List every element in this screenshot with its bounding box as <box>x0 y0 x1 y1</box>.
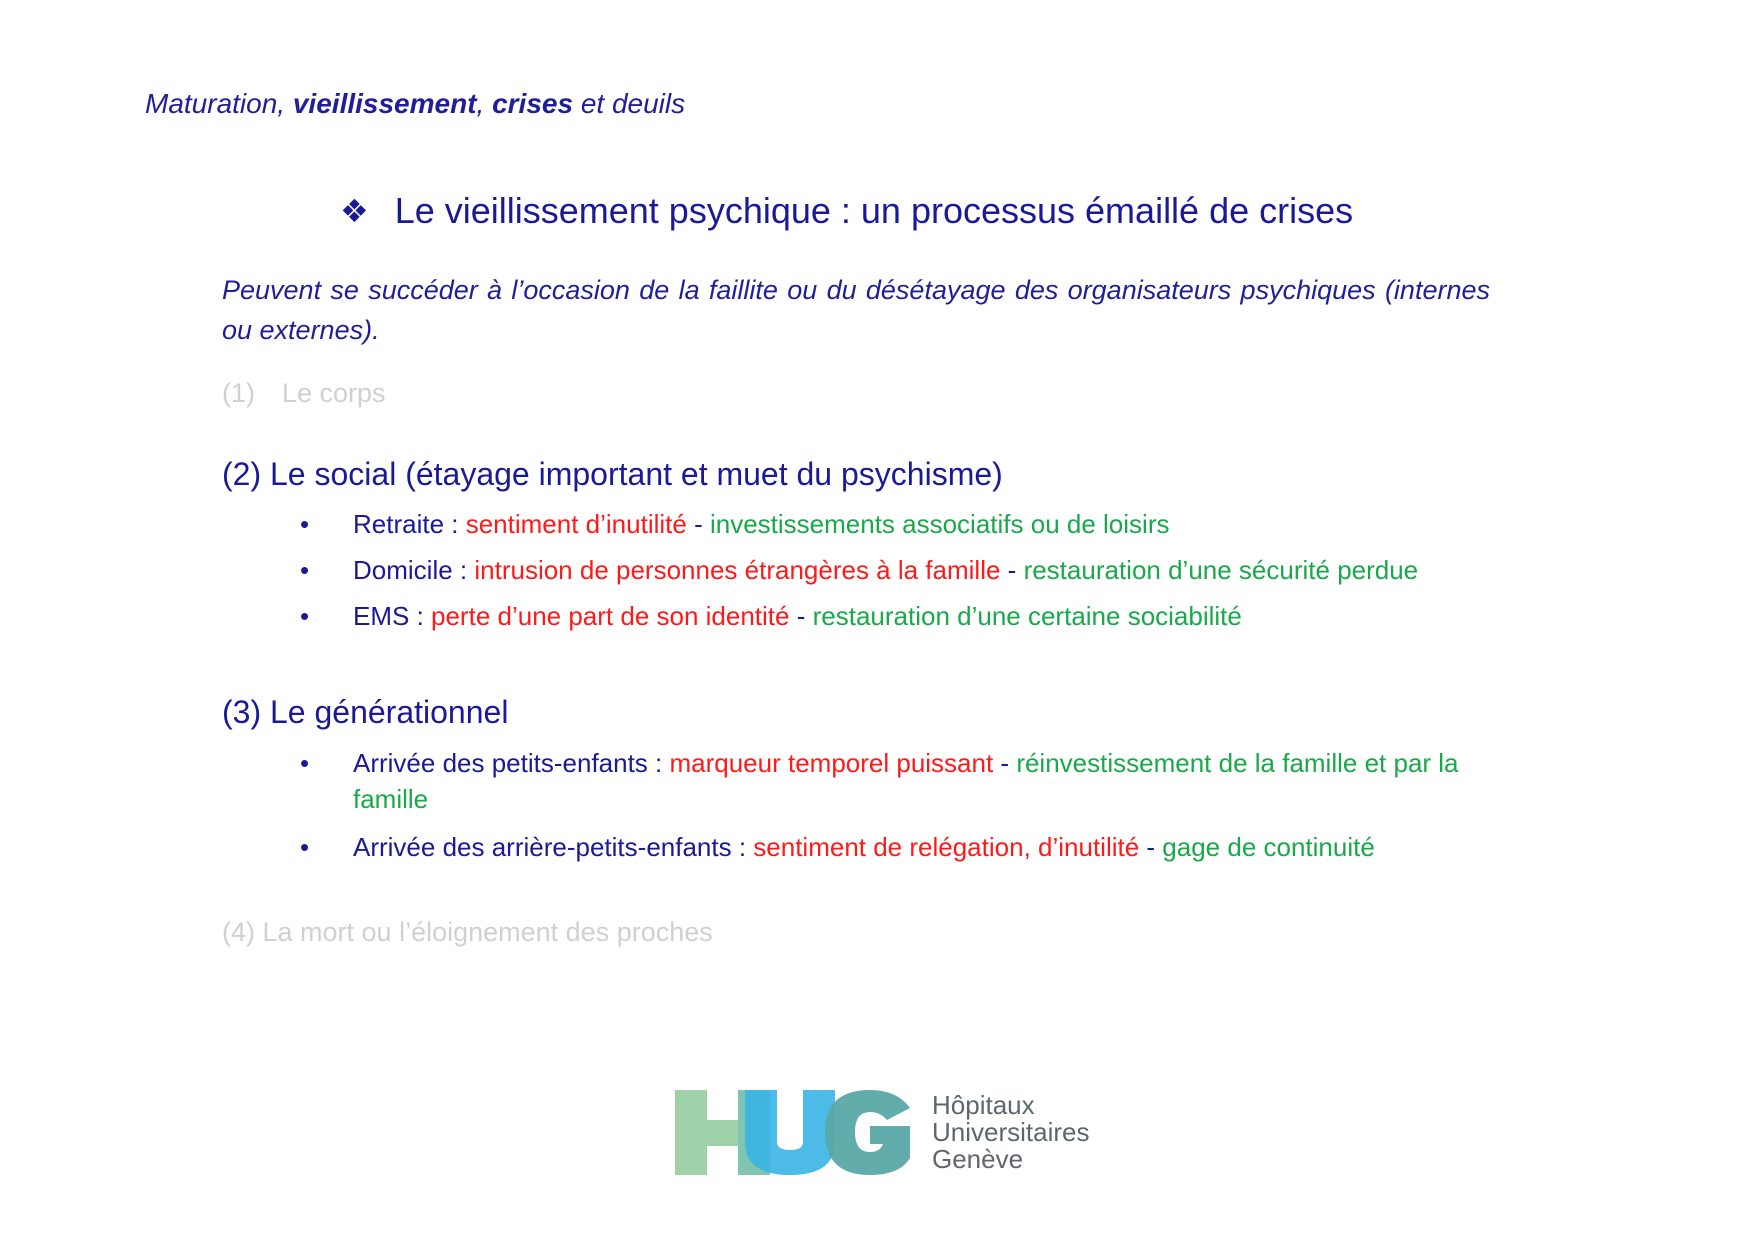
item-separator: - <box>1139 832 1163 862</box>
item-label: Domicile : <box>353 555 475 585</box>
list-item <box>300 552 1500 588</box>
intro-paragraph: Peuvent se succéder à l’occasion de la faillite ou du désétayage des organisateurs psychiques (internes ou externes). <box>222 275 1490 345</box>
header-bold-2: crises <box>492 88 574 119</box>
item-label: Arrivée des petits-enfants : <box>353 748 670 778</box>
header-text-3: et deuils <box>573 88 686 119</box>
bullet-icon: • <box>300 832 310 862</box>
slide-header <box>145 88 685 120</box>
section-generational-list <box>300 745 1480 875</box>
item-negative: perte d’une part de son identité <box>431 601 790 631</box>
list-item <box>300 506 1500 542</box>
bullet-icon: • <box>300 509 310 539</box>
item-label: EMS : <box>353 601 432 631</box>
header-text-2: , <box>476 88 493 119</box>
item-separator: - <box>686 509 710 539</box>
list-item <box>300 745 1480 817</box>
slide-title <box>340 190 1353 232</box>
section-death: (4) La mort ou l’éloignement des proches <box>222 917 713 947</box>
hospital-name-line1: Hôpitaux <box>932 1090 1035 1120</box>
item-positive: gage de continuité <box>1162 832 1375 862</box>
item-negative: sentiment de relégation, d’inutilité <box>753 832 1140 862</box>
item-positive: réinvestissement de la famille et par la famille <box>353 748 1459 814</box>
hospital-name <box>932 1092 1090 1173</box>
item-separator: - <box>1000 555 1024 585</box>
header-text-1: Maturation, <box>145 88 293 119</box>
item-separator: - <box>993 748 1017 778</box>
item-negative: sentiment d’inutilité <box>465 509 687 539</box>
section-body <box>222 378 386 409</box>
list-item <box>300 829 1480 865</box>
bullet-icon: • <box>300 748 310 778</box>
bullet-icon: • <box>300 601 310 631</box>
hospital-name-line2: Universitaires <box>932 1117 1090 1147</box>
section-body-label: Le corps <box>282 378 386 408</box>
hospital-name-line3: Genève <box>932 1144 1024 1174</box>
item-label: Arrivée des arrière-petits-enfants : <box>353 832 754 862</box>
section-social-list <box>300 506 1500 644</box>
item-label: Retraite : <box>353 509 466 539</box>
item-positive: investissements associatifs ou de loisirs <box>709 509 1170 539</box>
item-positive: restauration d’une sécurité perdue <box>1023 555 1419 585</box>
item-negative: intrusion de personnes étrangères à la famille <box>474 555 1001 585</box>
diamond-bullet-icon: ❖ <box>340 193 369 229</box>
section-body-number: (1) <box>222 378 255 408</box>
item-negative: marqueur temporel puissant <box>669 748 994 778</box>
item-separator: - <box>789 601 813 631</box>
section-social-title: (2) Le social (étayage important et muet du psychisme) <box>222 456 1003 492</box>
header-bold-1: vieillissement <box>292 88 477 119</box>
slide-title-text: Le vieillissement psychique : un processus émaillé de crises <box>394 190 1354 231</box>
list-item <box>300 598 1500 634</box>
bullet-icon: • <box>300 555 310 585</box>
section-generational-title: (3) Le générationnel <box>222 694 509 730</box>
item-positive: restauration d’une certaine sociabilité <box>812 601 1242 631</box>
